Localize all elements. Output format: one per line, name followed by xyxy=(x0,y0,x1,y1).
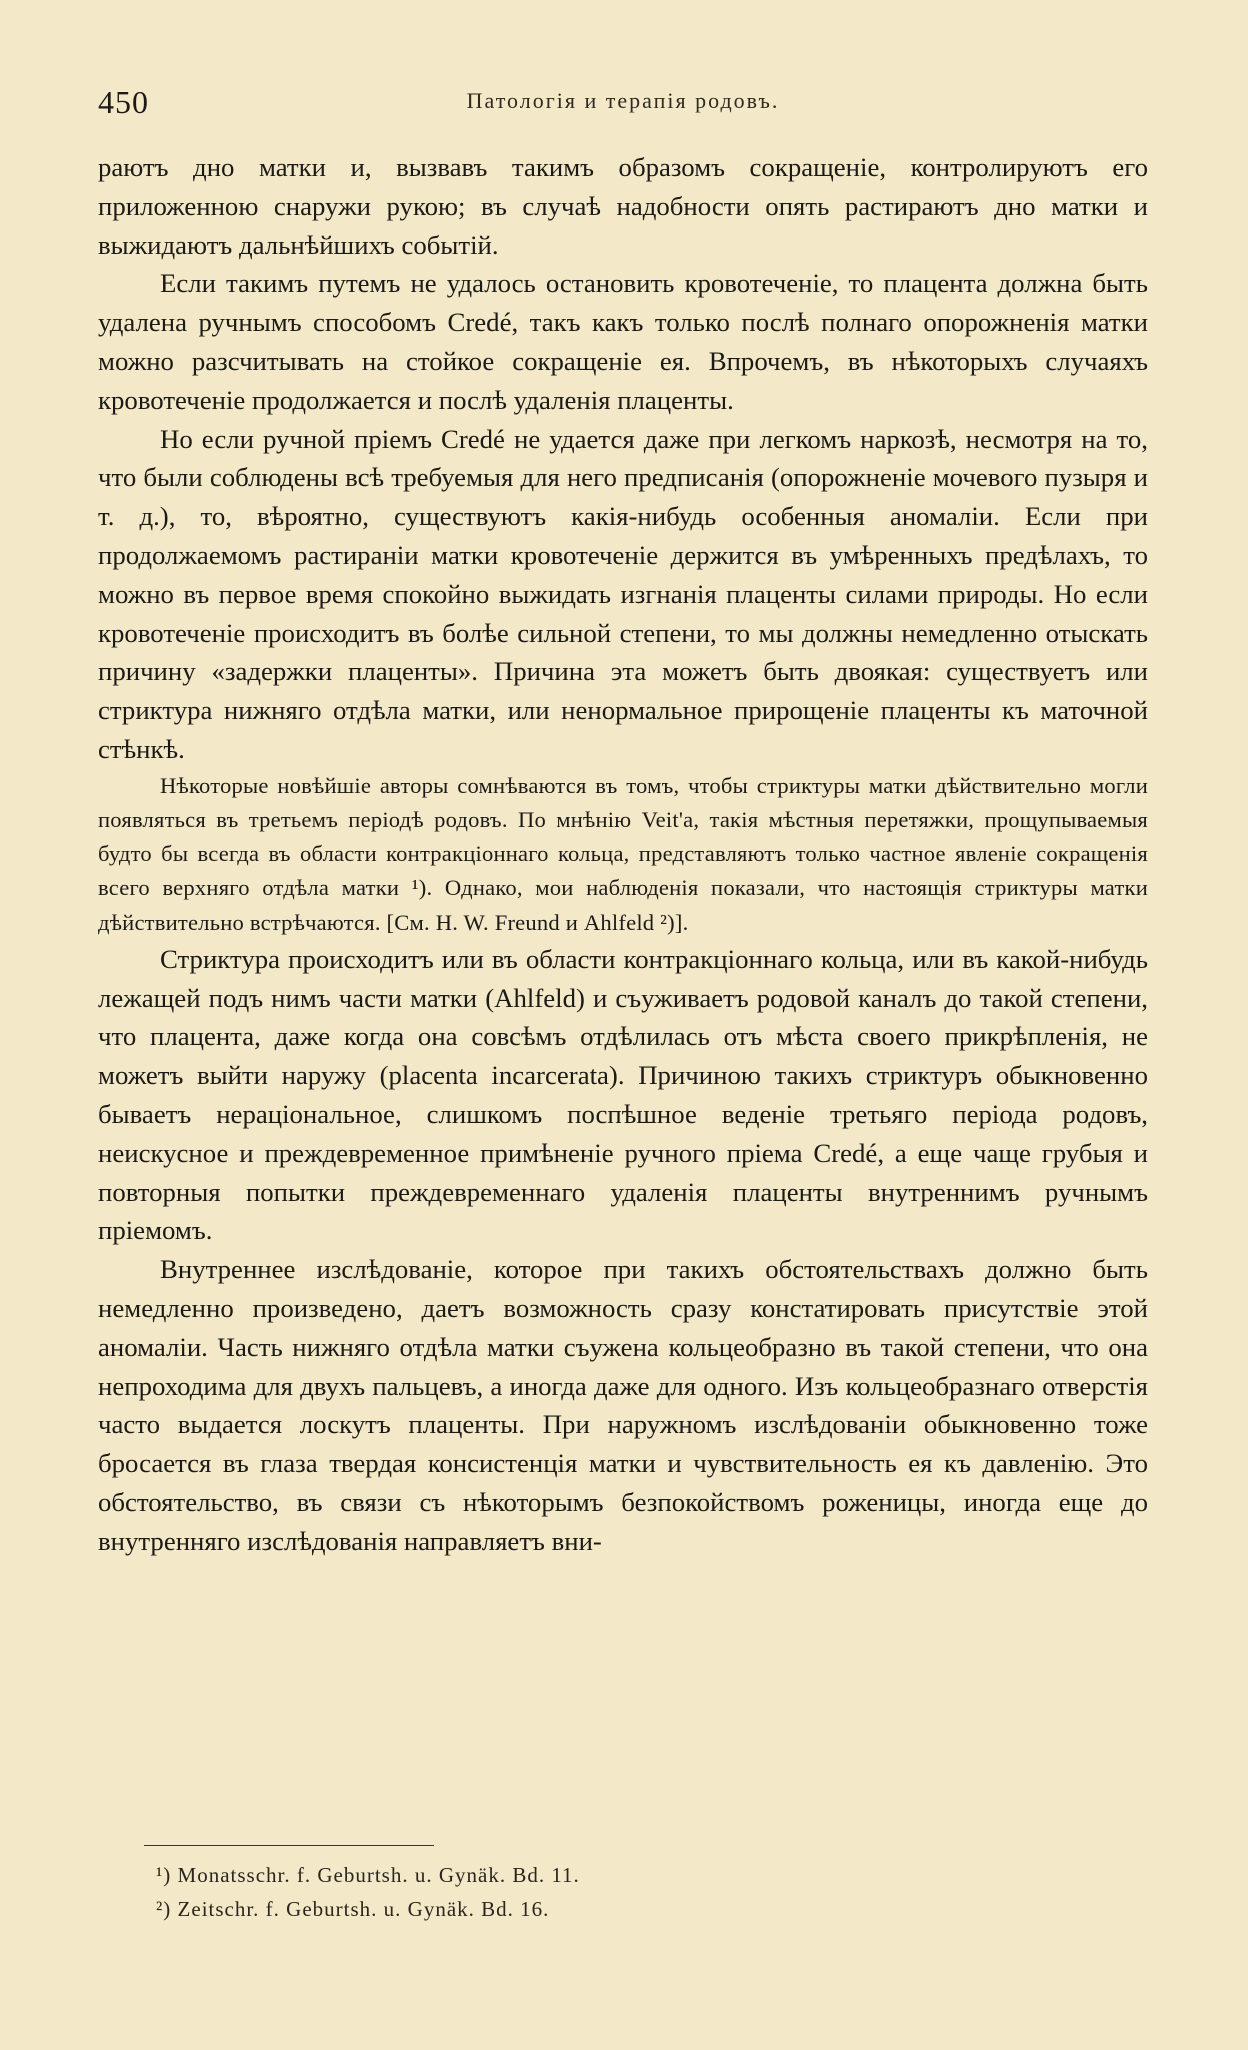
paragraph-stricture: Стриктура происходитъ или въ области контракціоннаго кольца, или въ какой-нибудь лежащей подъ нимъ части матки (Ahlfeld) и съуживаетъ родовой каналъ до такой степени, что плацента, даже когда она совсѣмъ отдѣлилась отъ мѣста своего прикрѣпленія, не можетъ выйти наружу (placenta incarcerata). Причиною такихъ стриктуръ обыкновенно бываетъ нераціональное, слишкомъ поспѣшное веденіе третьяго періода родовъ, неискусное и преждевременное примѣненіе ручного пріема Credé, а еще чаще грубыя и повторныя попытки преждевременнаго удаленія плаценты внутреннимъ ручнымъ пріемомъ. xyxy=(98,943,1148,1246)
footnote-divider xyxy=(144,1845,434,1846)
running-title: Патологія и терапія родовъ. xyxy=(466,88,780,113)
paragraph-continuation: раютъ дно матки и, вызвавъ такимъ образомъ сокращеніе, контролируютъ его приложенною снаружи рукою; въ случаѣ надобности опять растираютъ дно матки и выжидаютъ дальнѣйшихъ событій. xyxy=(98,152,1148,260)
footnotes xyxy=(98,1845,1148,1922)
paragraph-small-print-note: Нѣкоторые новѣйшіе авторы сомнѣваются въ томъ, чтобы стриктуры матки дѣйствительно могли появляться въ третьемъ періодѣ родовъ. По мнѣнію Veit'а, такія мѣстныя перетяжки, прощупываемыя будто бы всегда въ области контракціоннаго кольца, представляютъ только частное явленіе сокращенія всего верхняго отдѣла матки ¹). Однако, мои наблюденія показали, что настоящія стриктуры матки дѣйствительно встрѣчаются. [См. H. W. Freund и Ahlfeld ²)]. xyxy=(98,772,1148,935)
paragraph-anomalies: Но если ручной пріемъ Credé не удается даже при легкомъ наркозѣ, несмотря на то, что были соблюдены всѣ требуемыя для него предписанія (опорожненіе мочевого пузыря и т. д.), то, вѣроятно, существуютъ какія-нибудь особенныя аномаліи. Если при продолжаемомъ растираніи матки кровотеченіе держится въ умѣренныхъ предѣлахъ, то можно въ первое время спокойно выжидать изгнанія плаценты силами природы. Но если кровотеченіе происходитъ въ болѣе сильной степени, то мы должны немедленно отыскать причину «задержки плаценты». Причина эта можетъ быть двоякая: существуетъ или стриктура нижняго отдѣла матки, или ненормальное прирощеніе плаценты къ маточной стѣнкѣ. xyxy=(98,423,1148,764)
paragraph-manual-removal: Если такимъ путемъ не удалось остановить кровотеченіе, то плацента должна быть удалена ручнымъ способомъ Credé, такъ какъ только послѣ полнаго опорожненія матки можно разсчитывать на стойкое сокращеніе ея. Впрочемъ, въ нѣкоторыхъ случаяхъ кровотеченіе продолжается и послѣ удаленія плаценты. xyxy=(98,268,1148,415)
body-text xyxy=(98,148,1148,1561)
footnote-1: ¹) Monatsschr. f. Geburtsh. u. Gynäk. Bd. 11. xyxy=(156,1863,580,1887)
page-header xyxy=(98,84,1148,124)
paragraph-internal-examination: Внутреннее изслѣдованіе, которое при такихъ обстоятельствахъ должно быть немедленно произведено, даетъ возможность сразу констатировать присутствіе этой аномаліи. Часть нижняго отдѣла матки съужена кольцеобразно въ такой степени, что она непроходима для двухъ пальцевъ, а иногда даже для одного. Изъ кольцеобразнаго отверстія часто выдается лоскутъ плаценты. При наружномъ изслѣдованіи обыкновенно тоже бросается въ глаза твердая консистенція матки и чувствительность ея къ давленію. Это обстоятельство, въ связи съ нѣкоторымъ безпокойствомъ роженицы, иногда еще до внутренняго изслѣдованія направляетъ вни- xyxy=(98,1254,1148,1556)
page-number: 450 xyxy=(98,84,149,120)
footnote-2: ²) Zeitschr. f. Geburtsh. u. Gynäk. Bd. 16. xyxy=(156,1897,550,1921)
